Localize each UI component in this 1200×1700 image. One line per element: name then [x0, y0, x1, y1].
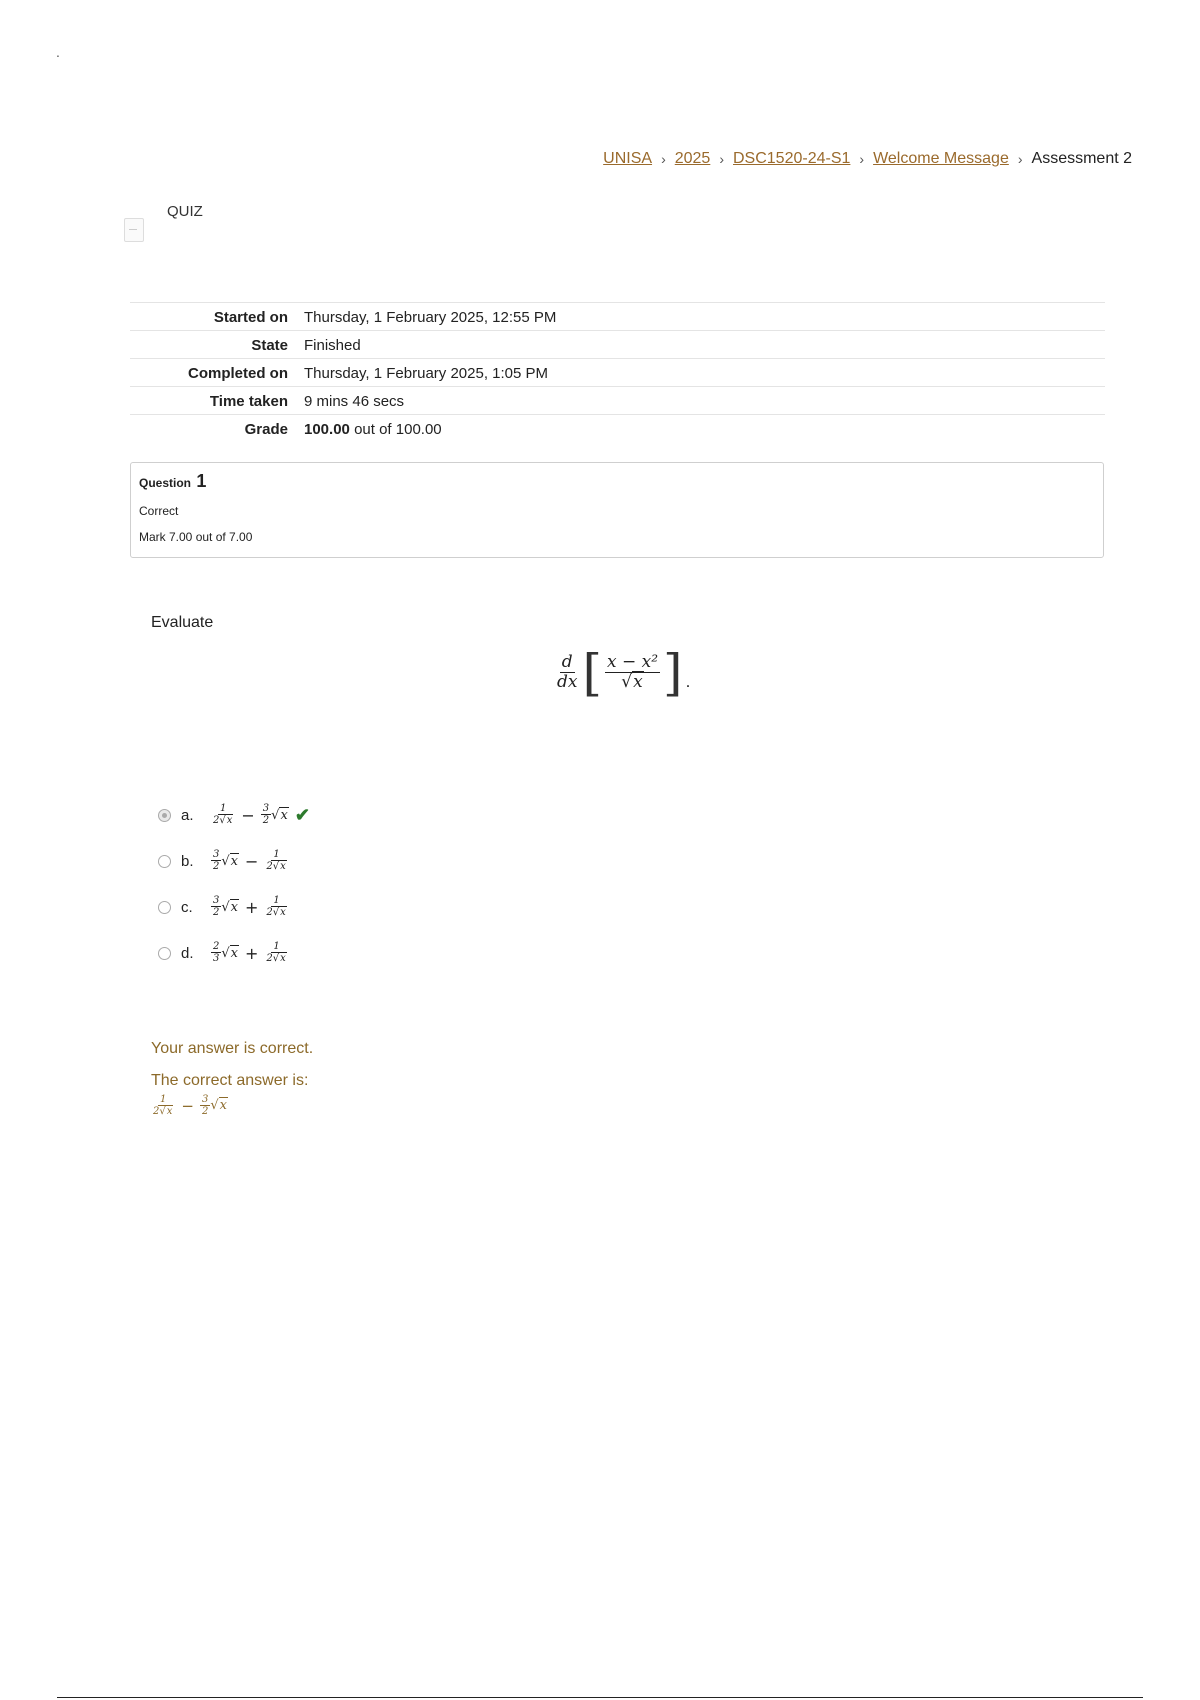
option-letter: d. — [181, 944, 194, 962]
right-bracket: ] — [663, 644, 683, 702]
question-number: 1 — [196, 471, 207, 491]
feedback-correct-answer: $\frac{1}{2√x}$ − $\frac{3}{2}$ √x — [153, 1094, 227, 1117]
grade-value: 100.00 — [304, 420, 350, 438]
chevron-right-icon: › — [661, 151, 666, 167]
formula-fraction: $\frac{\text{x − x²}}{√x}$ — [607, 652, 659, 693]
summary-label: Completed on — [188, 364, 288, 382]
chevron-right-icon: › — [719, 151, 724, 167]
radio-button[interactable] — [158, 901, 171, 914]
page-marker: . — [56, 44, 60, 60]
summary-value: Thursday, 1 February 2025, 12:55 PM — [304, 308, 557, 326]
answer-option-b[interactable] — [158, 838, 310, 884]
summary-row-state — [130, 331, 1105, 359]
answer-option-d[interactable] — [158, 930, 310, 976]
summary-label: Grade — [244, 420, 288, 438]
question-info-box — [130, 462, 1104, 558]
summary-value: Thursday, 1 February 2025, 1:05 PM — [304, 364, 549, 382]
checkmark-icon: ✔ — [294, 804, 310, 825]
radio-button[interactable] — [158, 809, 171, 822]
breadcrumb-link-year[interactable]: 2025 — [674, 150, 711, 167]
option-formula: $\frac{1}{2√x}$ − $\frac{3}{2}$ √x — [213, 803, 288, 827]
summary-label: State — [251, 336, 288, 354]
summary-row-started — [130, 303, 1105, 331]
grade-suffix: out of 100.00 — [354, 420, 442, 438]
option-letter: c. — [181, 898, 193, 916]
option-formula: $\frac{3}{2}$ √x + $\frac{1}{2√x}$ — [213, 895, 286, 919]
option-formula: $\frac{2}{3}$ √x + $\frac{1}{2√x}$ — [213, 941, 286, 965]
answer-option-c[interactable] — [158, 884, 310, 930]
quiz-icon — [124, 218, 144, 242]
summary-value: Finished — [304, 336, 361, 354]
breadcrumb-link-course[interactable]: DSC1520-24-S1 — [733, 150, 851, 167]
radio-button[interactable] — [158, 947, 171, 960]
breadcrumb-link-unisa[interactable]: UNISA — [603, 150, 653, 167]
breadcrumb-link-welcome[interactable]: Welcome Message — [873, 150, 1009, 167]
answer-options — [158, 792, 310, 976]
question-formula: $\frac{d}{dx}$ [ $\frac{\text{x − x²}}{√x}$ ] . — [557, 644, 691, 702]
breadcrumb — [603, 150, 1132, 168]
question-prompt: Evaluate — [151, 614, 214, 631]
attempt-summary-table — [130, 302, 1105, 443]
chevron-right-icon: › — [859, 151, 865, 167]
summary-row-grade — [130, 415, 1105, 443]
chevron-right-icon: › — [1017, 151, 1023, 167]
question-state: Correct — [139, 504, 179, 518]
answer-option-a[interactable] — [158, 792, 310, 838]
summary-row-completed — [130, 359, 1105, 387]
feedback-correct-text: Your answer is correct. — [151, 1040, 314, 1057]
breadcrumb-current: Assessment 2 — [1031, 150, 1132, 167]
activity-type-label: QUIZ — [167, 203, 203, 220]
summary-value — [296, 415, 1105, 443]
summary-row-time-taken — [130, 387, 1105, 415]
summary-label: Started on — [213, 308, 288, 326]
left-bracket: [ — [582, 644, 602, 702]
question-mark: Mark 7.00 out of 7.00 — [139, 530, 253, 544]
option-formula: $\frac{3}{2}$ √x − $\frac{1}{2√x}$ — [213, 849, 286, 873]
summary-label: Time taken — [209, 392, 288, 410]
option-letter: b. — [181, 852, 194, 870]
page-footer-rule — [57, 1697, 1143, 1698]
question-title: Question — [139, 476, 192, 490]
radio-button[interactable] — [158, 855, 171, 868]
feedback-panel — [151, 1040, 313, 1118]
option-letter: a. — [181, 806, 194, 824]
summary-value: 9 mins 46 secs — [304, 392, 405, 410]
feedback-answer-intro: The correct answer is: — [151, 1072, 309, 1089]
derivative-operator: $\frac{d}{dx}$ — [557, 652, 578, 693]
